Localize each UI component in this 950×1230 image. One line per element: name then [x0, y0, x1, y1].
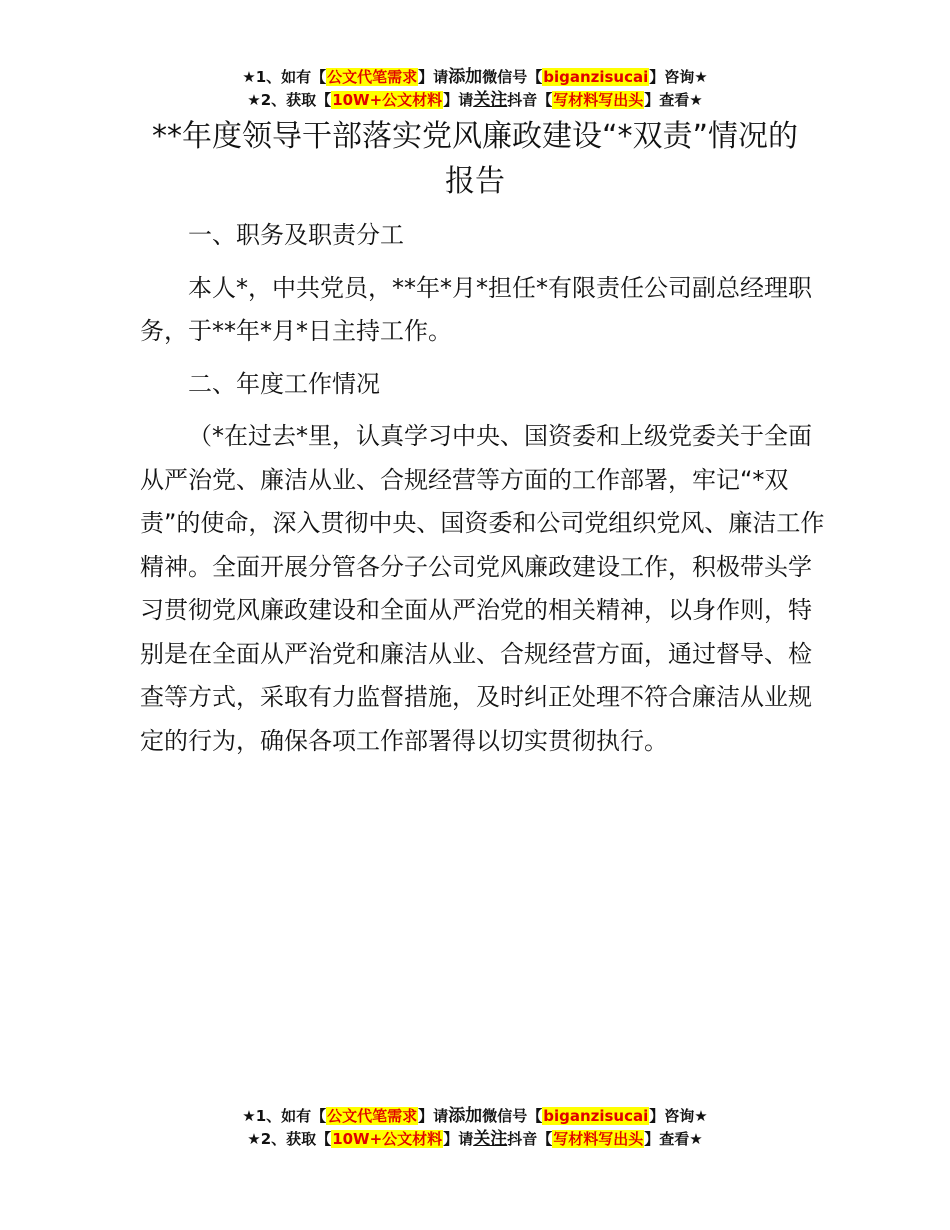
douyin-id: 写材料写出头 [553, 1130, 644, 1148]
wechat-id: biganzisucai [543, 68, 649, 86]
paragraph: 本人*，中共党员，**年*月*担任*有限责任公司副总经理职务，于**年*月*日主持工作。 [140, 273, 812, 345]
document-title: **年度领导干部落实党风廉政建设“*双责”情况的报告 [151, 119, 799, 199]
document-body [140, 214, 830, 772]
promo-footer [0, 1105, 950, 1151]
promo-line-1: ★1、如有【公文代笔需求】请添加微信号【biganzisucai】咨询★ [242, 67, 708, 87]
paragraph: （*在过去*里，认真学习中央、国资委和上级党委关于全面从严治党、廉洁从业、合规经营等方面的工作部署，牢记“*双责”的使命，深入贯彻中央、国资委和公司党组织党风、廉洁工作精神。全面开展分管各分子公司党风廉政建设工作，积极带头学习贯彻党风廉政建设和全面从严治党的相关精神，以身作则，特别是在全面从严治党和廉洁从业、合规经营方面，通过督导、检查等方式，采取有力监督措施，及时纠正处理不符合廉洁从业规定的行为，确保各项工作部署得以切实贯彻执行。 [140, 422, 825, 755]
promo-highlight: 公文代笔需求 [327, 68, 418, 86]
promo-line-2: ★2、获取【10W+公文材料】请关注抖音【写材料写出头】查看★ [247, 1129, 703, 1149]
promo-highlight: 10W+公文材料 [332, 91, 443, 109]
promo-header [0, 66, 950, 112]
promo-line-2: ★2、获取【10W+公文材料】请关注抖音【写材料写出头】查看★ [247, 90, 703, 110]
section-heading: 二、年度工作情况 [188, 369, 380, 398]
douyin-id: 写材料写出头 [553, 91, 644, 109]
section-heading: 一、职务及职责分工 [188, 221, 404, 249]
promo-highlight: 公文代笔需求 [327, 1107, 418, 1125]
wechat-id: biganzisucai [543, 1107, 649, 1125]
promo-highlight: 10W+公文材料 [332, 1130, 443, 1148]
promo-line-1: ★1、如有【公文代笔需求】请添加微信号【biganzisucai】咨询★ [242, 1106, 708, 1126]
